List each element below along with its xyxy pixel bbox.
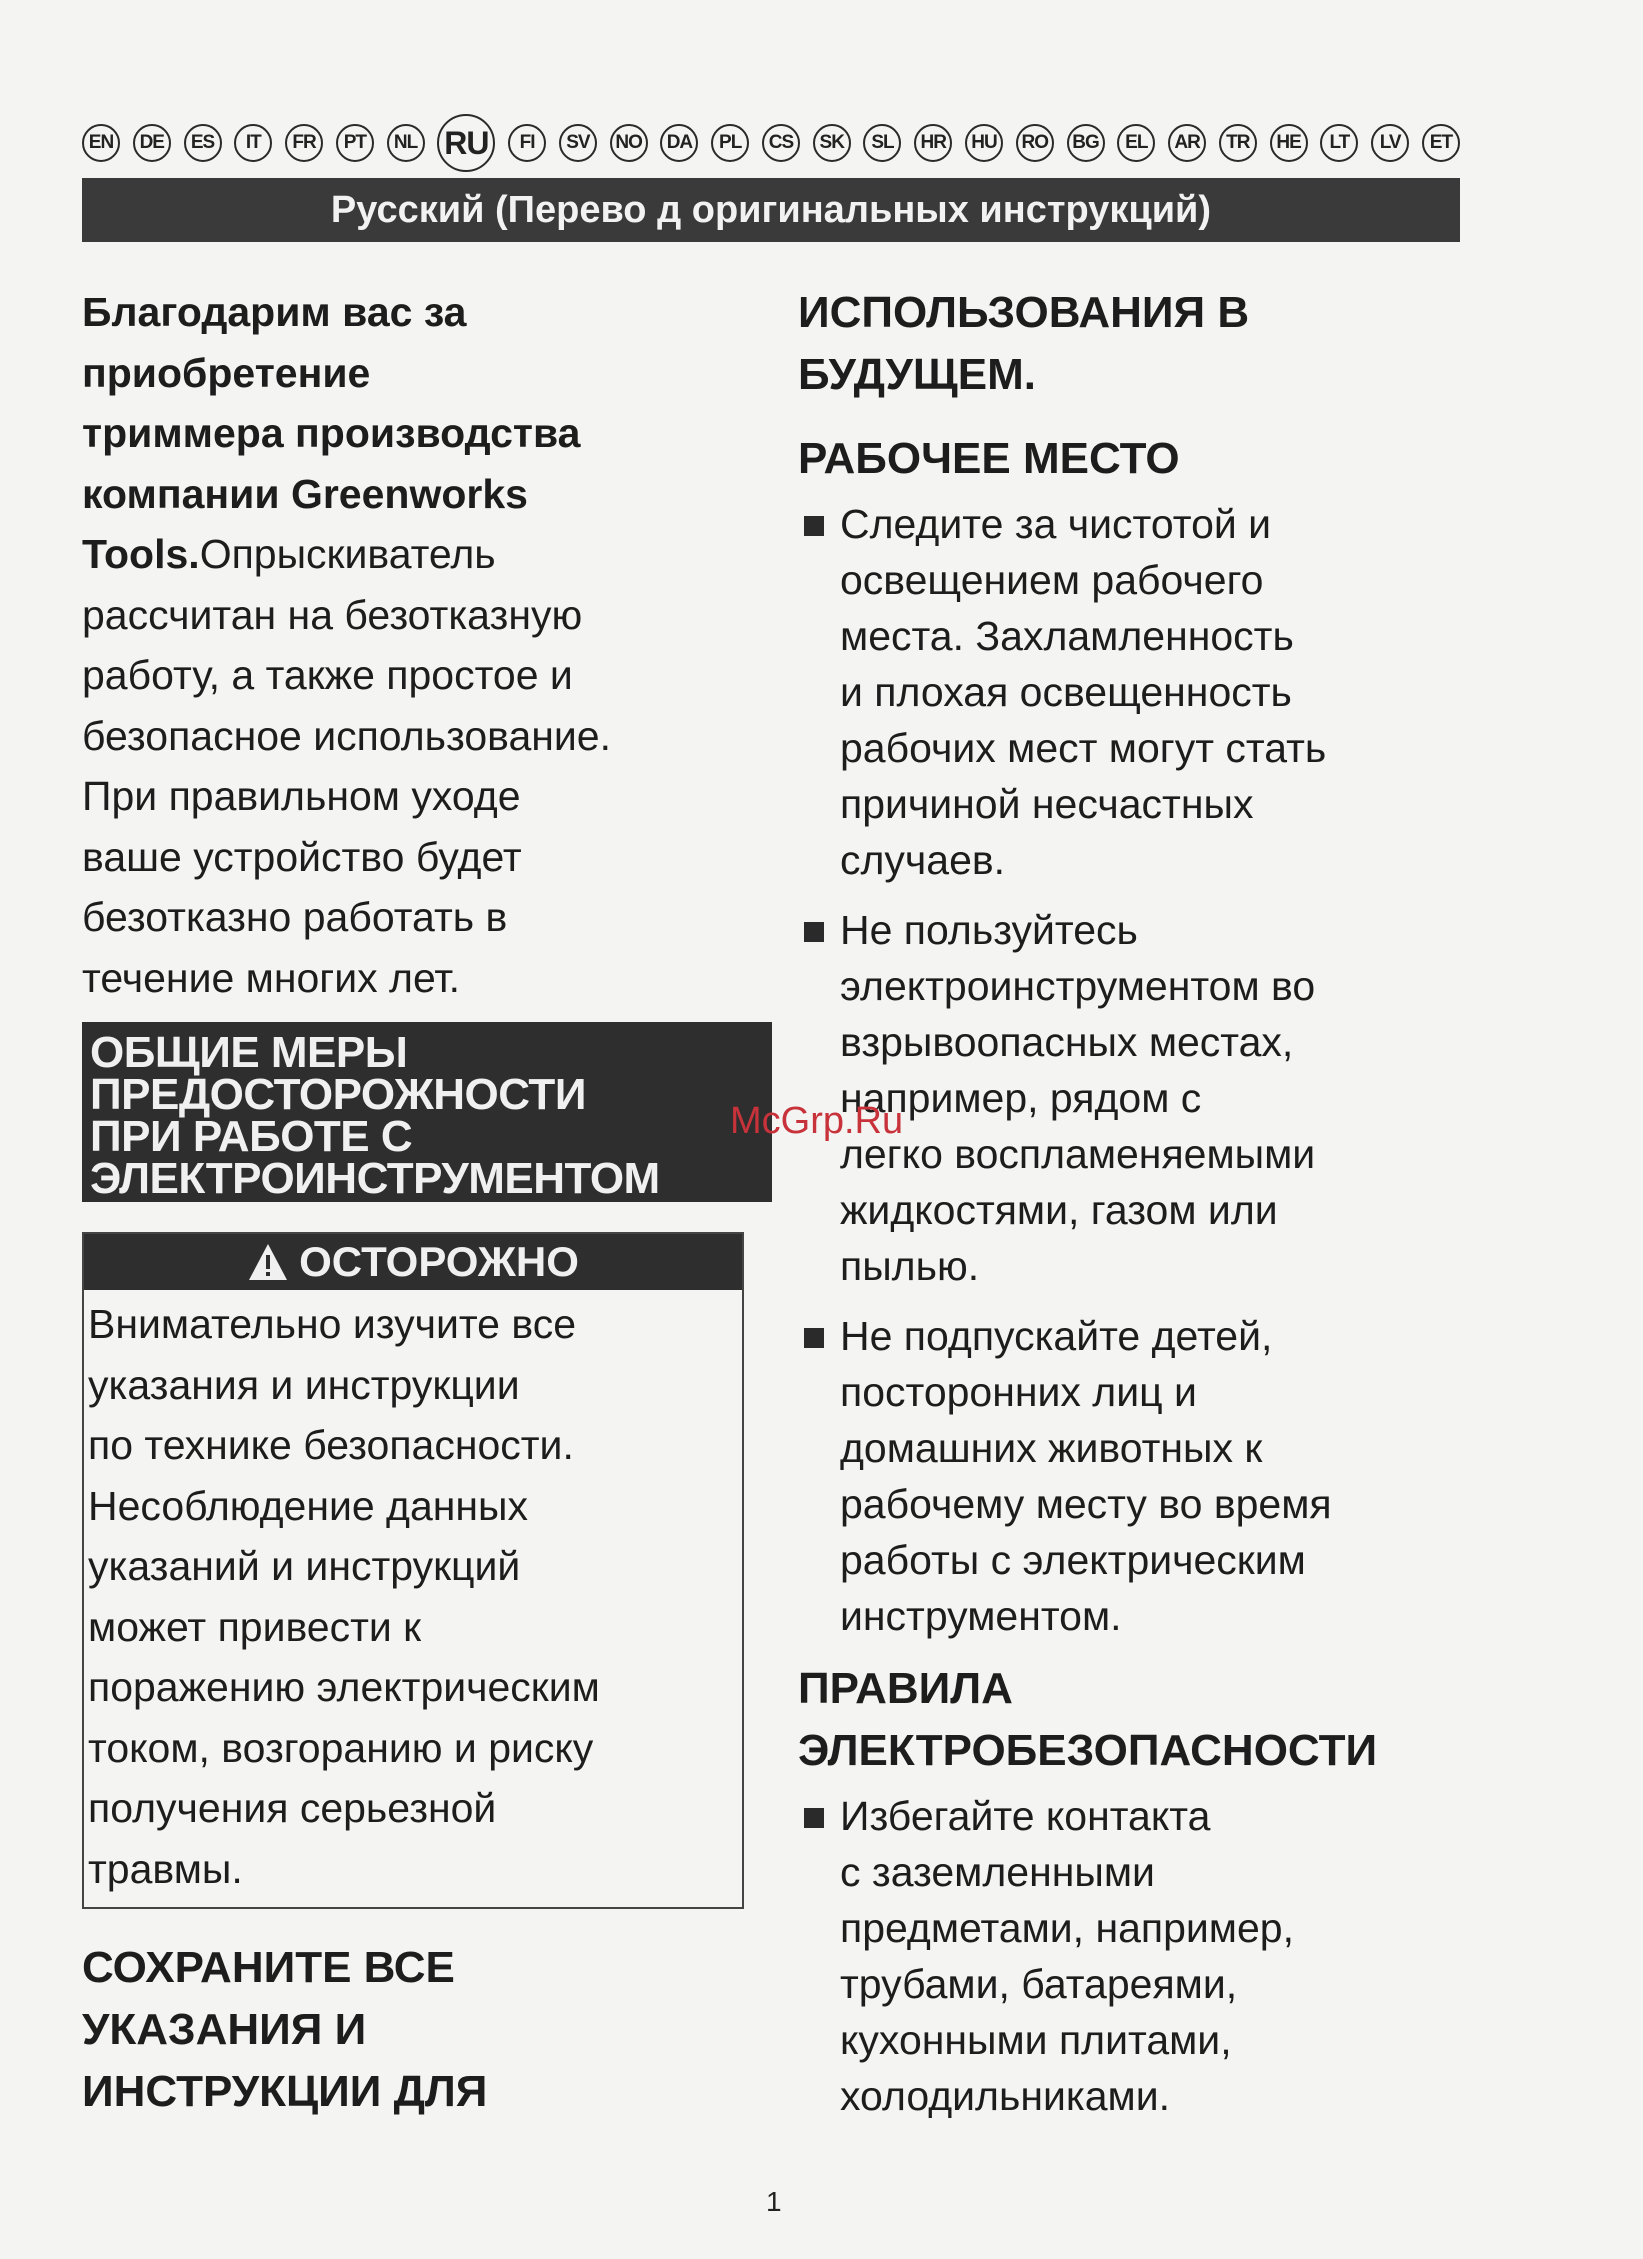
language-pl[interactable]: PL: [711, 124, 749, 162]
bullet-square-icon: [804, 922, 824, 942]
heading-line: ПРЕДОСТОРОЖНОСТИ: [90, 1070, 586, 1119]
item-line: случаев.: [840, 837, 1006, 883]
intro-line: триммера производства: [82, 410, 581, 456]
watermark: McGrp.Ru: [730, 1100, 904, 1142]
language-ar[interactable]: AR: [1168, 124, 1206, 162]
item-line: взрывоопасных местах,: [840, 1019, 1294, 1065]
heading-line: СОХРАНИТЕ ВСЕ: [82, 1943, 455, 1992]
heading-line: ОБЩИЕ МЕРЫ: [90, 1028, 408, 1077]
intro-line: Благодарим вас за: [82, 289, 467, 335]
warning-line: Несоблюдение данных: [88, 1482, 529, 1529]
bullet-square-icon: [804, 1808, 824, 1828]
intro-line: безопасное использование.: [82, 712, 611, 759]
heading-line: УКАЗАНИЯ И: [82, 2005, 367, 2054]
language-fi[interactable]: FI: [508, 124, 546, 162]
warning-line: указания и инструкции: [88, 1361, 520, 1408]
language-bg[interactable]: BG: [1067, 124, 1105, 162]
item-line: инструментом.: [840, 1593, 1122, 1639]
item-line: рабочих мест могут стать: [840, 725, 1327, 771]
intro-line: рассчитан на безотказную: [82, 591, 583, 638]
heading-line: ПРИ РАБОТЕ С: [90, 1112, 413, 1161]
page-number: 1: [766, 2186, 782, 2217]
intro-line: течение многих лет.: [82, 954, 461, 1001]
item-line: кухонными плитами,: [840, 2017, 1232, 2063]
save-instructions-heading: [82, 1937, 782, 2123]
language-fr[interactable]: FR: [285, 124, 323, 162]
heading-line: ИСПОЛЬЗОВАНИЯ В: [798, 288, 1250, 337]
heading-line: ЭЛЕКТРОБЕЗОПАСНОСТИ: [798, 1726, 1378, 1775]
item-line: Не подпускайте детей,: [840, 1313, 1273, 1359]
page-title: [82, 178, 1460, 242]
language-sl[interactable]: SL: [863, 124, 901, 162]
workplace-list: [798, 496, 1488, 1644]
list-item: [798, 902, 1488, 1294]
item-line: домашних животных к: [840, 1425, 1263, 1471]
language-lv[interactable]: LV: [1371, 124, 1409, 162]
language-et[interactable]: ET: [1422, 124, 1460, 162]
language-it[interactable]: IT: [234, 124, 272, 162]
item-line: посторонних лиц и: [840, 1369, 1197, 1415]
language-ru[interactable]: RU: [437, 114, 495, 172]
item-line: предметами, например,: [840, 1905, 1294, 1951]
language-nl[interactable]: NL: [387, 124, 425, 162]
language-da[interactable]: DA: [660, 124, 698, 162]
item-line: трубами, батареями,: [840, 1961, 1238, 2007]
language-pt[interactable]: PT: [336, 124, 374, 162]
bullet-square-icon: [804, 516, 824, 536]
intro-line: работу, а также простое и: [82, 652, 573, 698]
language-de[interactable]: DE: [133, 124, 171, 162]
item-line: пылью.: [840, 1243, 980, 1289]
intro-paragraph: [82, 282, 782, 1008]
heading-line: БУДУЩЕМ.: [798, 350, 1036, 399]
warning-line: травмы.: [88, 1845, 243, 1892]
item-line: Не пользуйтесь: [840, 907, 1138, 953]
warning-line: указаний и инструкций: [88, 1543, 521, 1589]
page-title-text: Русский (Перево д оригинальных инструкций): [330, 188, 1212, 231]
language-tr[interactable]: TR: [1219, 124, 1257, 162]
language-el[interactable]: EL: [1117, 124, 1155, 162]
list-item: [798, 1308, 1488, 1644]
heading-line: ЭЛЕКТРОИНСТРУМЕНТОМ: [90, 1154, 660, 1203]
item-line: места. Захламленность: [840, 613, 1294, 659]
list-item: [798, 496, 1488, 888]
intro-line: приобретение: [82, 349, 371, 396]
electrical-list: [798, 1788, 1488, 2124]
language-hr[interactable]: HR: [914, 124, 952, 162]
intro-line: При правильном уходе: [82, 773, 521, 819]
language-en[interactable]: EN: [82, 124, 120, 162]
intro-line: компании Greenworks: [82, 470, 528, 517]
warning-line: Внимательно изучите все: [88, 1301, 576, 1347]
electrical-safety-heading: [798, 1658, 1488, 1782]
warning-line: может привести к: [88, 1603, 422, 1650]
item-line: например, рядом с: [840, 1075, 1202, 1121]
language-es[interactable]: ES: [184, 124, 222, 162]
language-no[interactable]: NO: [610, 124, 648, 162]
warning-line: током, возгоранию и риску: [88, 1724, 594, 1771]
workplace-heading: РАБОЧЕЕ МЕСТО: [798, 434, 1180, 483]
item-line: и плохая освещенность: [840, 669, 1292, 715]
item-line: с заземленными: [840, 1849, 1155, 1895]
warning-box: [82, 1232, 744, 1909]
left-column: [82, 282, 782, 2123]
right-column: [798, 282, 1488, 2138]
item-line: освещением рабочего: [840, 557, 1264, 603]
item-line: жидкостями, газом или: [840, 1187, 1278, 1233]
general-safety-heading: [82, 1022, 772, 1202]
language-cs[interactable]: CS: [762, 124, 800, 162]
item-line: причиной несчастных: [840, 781, 1254, 827]
intro-word: Опрыскиватель: [199, 531, 496, 577]
intro-bold-word: Tools.: [82, 531, 200, 577]
language-lt[interactable]: LT: [1320, 124, 1358, 162]
item-line: электроинструментом во: [840, 963, 1316, 1009]
list-item: [798, 1788, 1488, 2124]
language-sv[interactable]: SV: [559, 124, 597, 162]
heading-line: ИНСТРУКЦИИ ДЛЯ: [82, 2067, 488, 2116]
save-instructions-heading-cont: [798, 282, 1488, 406]
bullet-square-icon: [804, 1328, 824, 1348]
warning-line: по технике безопасности.: [88, 1422, 574, 1468]
language-ro[interactable]: RO: [1016, 124, 1054, 162]
item-line: рабочему месту во время: [840, 1481, 1332, 1527]
language-he[interactable]: HE: [1270, 124, 1308, 162]
warning-header: [84, 1234, 742, 1290]
warning-triangle-icon: [247, 1242, 289, 1282]
language-sk[interactable]: SK: [813, 124, 851, 162]
intro-line: ваше устройство будет: [82, 833, 522, 880]
heading-line: ПРАВИЛА: [798, 1664, 1013, 1713]
warning-line: поражению электрическим: [88, 1664, 600, 1710]
warning-text: [84, 1290, 742, 1907]
language-hu[interactable]: HU: [965, 124, 1003, 162]
item-line: Следите за чистотой и: [840, 501, 1272, 547]
language-selector: [82, 118, 1460, 168]
warning-title: ОСТОРОЖНО: [299, 1238, 579, 1285]
item-line: Избегайте контакта: [840, 1793, 1211, 1839]
intro-line: безотказно работать в: [82, 894, 508, 940]
intro-line: [82, 524, 782, 585]
warning-line: получения серьезной: [88, 1785, 497, 1831]
item-line: работы с электрическим: [840, 1537, 1306, 1583]
item-line: легко воспламеняемыми: [840, 1131, 1316, 1177]
item-line: холодильниками.: [840, 2073, 1171, 2119]
